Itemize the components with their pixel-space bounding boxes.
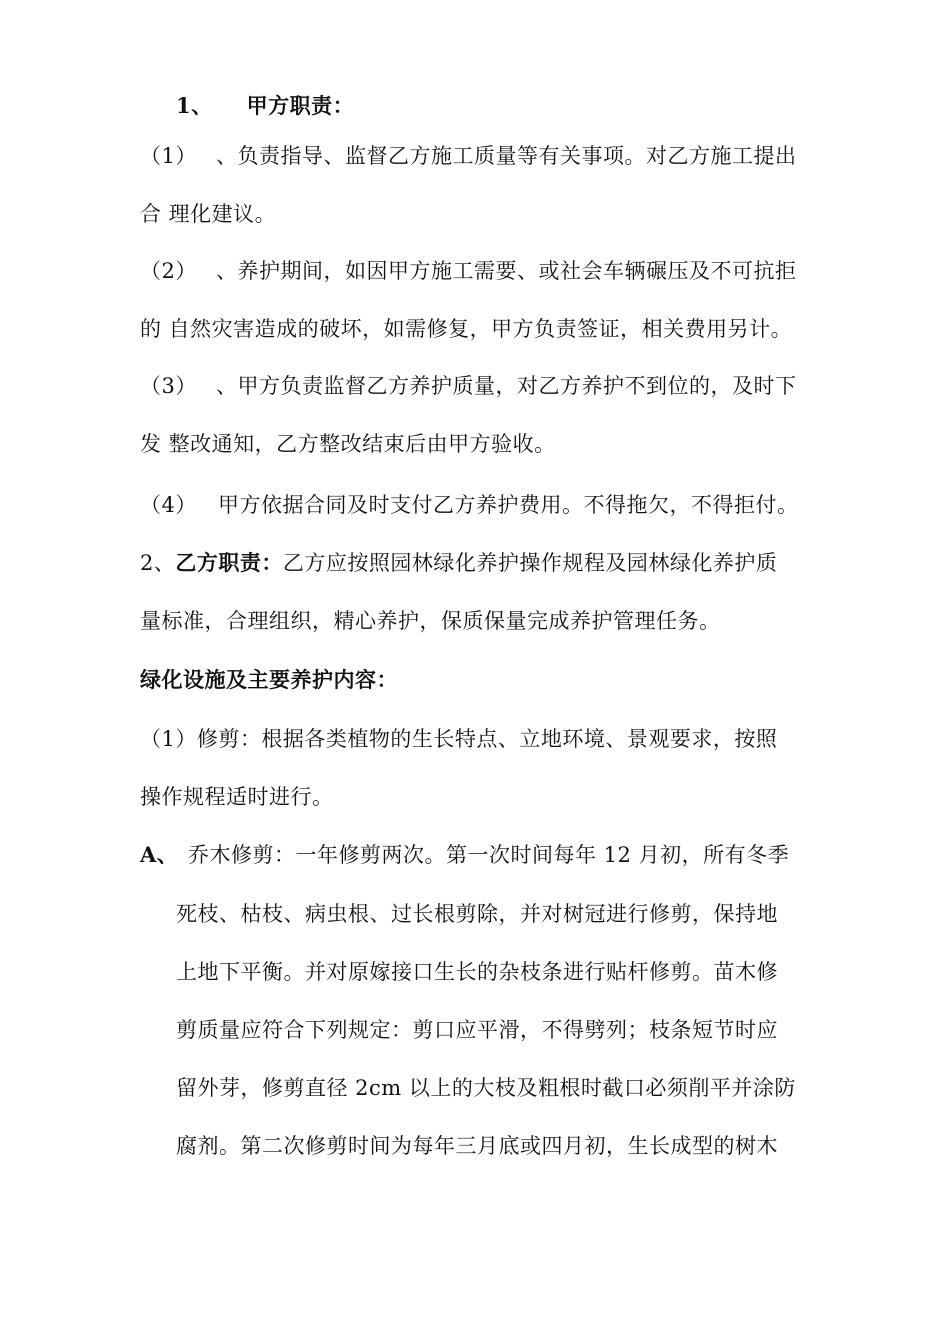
heading-title: 乙方职责： [175, 550, 283, 575]
clause-text: 、养护期间，如因甲方施工需要、或社会车辆碾压及不可抗拒 [216, 259, 797, 283]
heading-text: 乙方应按照园林绿化养护操作规程及园林绿化养护质 [282, 551, 778, 575]
pruning-line-2: 操作规程适时进行。 [140, 785, 334, 809]
item-label: A、 [140, 842, 179, 867]
clause-2-line-2: 的 自然灾害造成的破坏，如需修复，甲方负责签证，相关费用另计。 [140, 317, 793, 341]
section-heading: 绿化设施及主要养护内容： [140, 667, 398, 692]
clause-number: （1） [140, 144, 197, 168]
clause-text: 、甲方负责监督乙方养护质量，对乙方养护不到位的，及时下 [216, 374, 797, 398]
clause-text: 、负责指导、监督乙方施工质量等有关事项。对乙方施工提出 [216, 144, 797, 168]
heading-title: 甲方职责： [246, 93, 355, 118]
item-a-line-3: 上地下平衡。并对原嫁接口生长的杂枝条进行贴杆修剪。苗木修 [176, 960, 778, 984]
clause-1-line-1 [140, 136, 797, 176]
heading-number: 1、 [176, 93, 213, 118]
party-b-line-2: 量标准，合理组织，精心养护，保质保量完成养护管理任务。 [140, 609, 721, 633]
item-a-line-4: 剪质量应符合下列规定：剪口应平滑，不得劈列；枝条短节时应 [176, 1018, 778, 1042]
heading-number: 2、 [140, 551, 176, 575]
clause-number: （2） [140, 259, 197, 283]
item-a-line-1 [140, 835, 789, 875]
pruning-line-1: （1）修剪：根据各类植物的生长特点、立地环境、景观要求，按照 [140, 727, 778, 751]
heading-party-a [176, 86, 354, 126]
clause-text: 甲方依据合同及时支付乙方养护费用。不得拖欠，不得拒付。 [218, 493, 799, 517]
heading-party-b [140, 543, 777, 583]
item-a-line-6: 腐剂。第二次修剪时间为每年三月底或四月初，生长成型的树木 [176, 1134, 778, 1158]
item-text: 乔木修剪：一年修剪两次。第一次时间每年 12 月初，所有冬季 [188, 843, 790, 867]
clause-2-line-1 [140, 251, 797, 291]
clause-number: （4） [140, 493, 197, 517]
clause-4-line-1 [140, 485, 799, 525]
item-a-line-5: 留外芽，修剪直径 2cm 以上的大枝及粗根时截口必须削平并涂防 [176, 1076, 796, 1100]
clause-1-line-2: 合 理化建议。 [140, 202, 277, 226]
clause-3-line-1 [140, 366, 797, 406]
clause-3-line-2: 发 整改通知，乙方整改结束后由甲方验收。 [140, 432, 556, 456]
item-a-line-2: 死枝、枯枝、病虫根、过长根剪除，并对树冠进行修剪，保持地 [176, 902, 778, 926]
clause-number: （3） [140, 374, 197, 398]
